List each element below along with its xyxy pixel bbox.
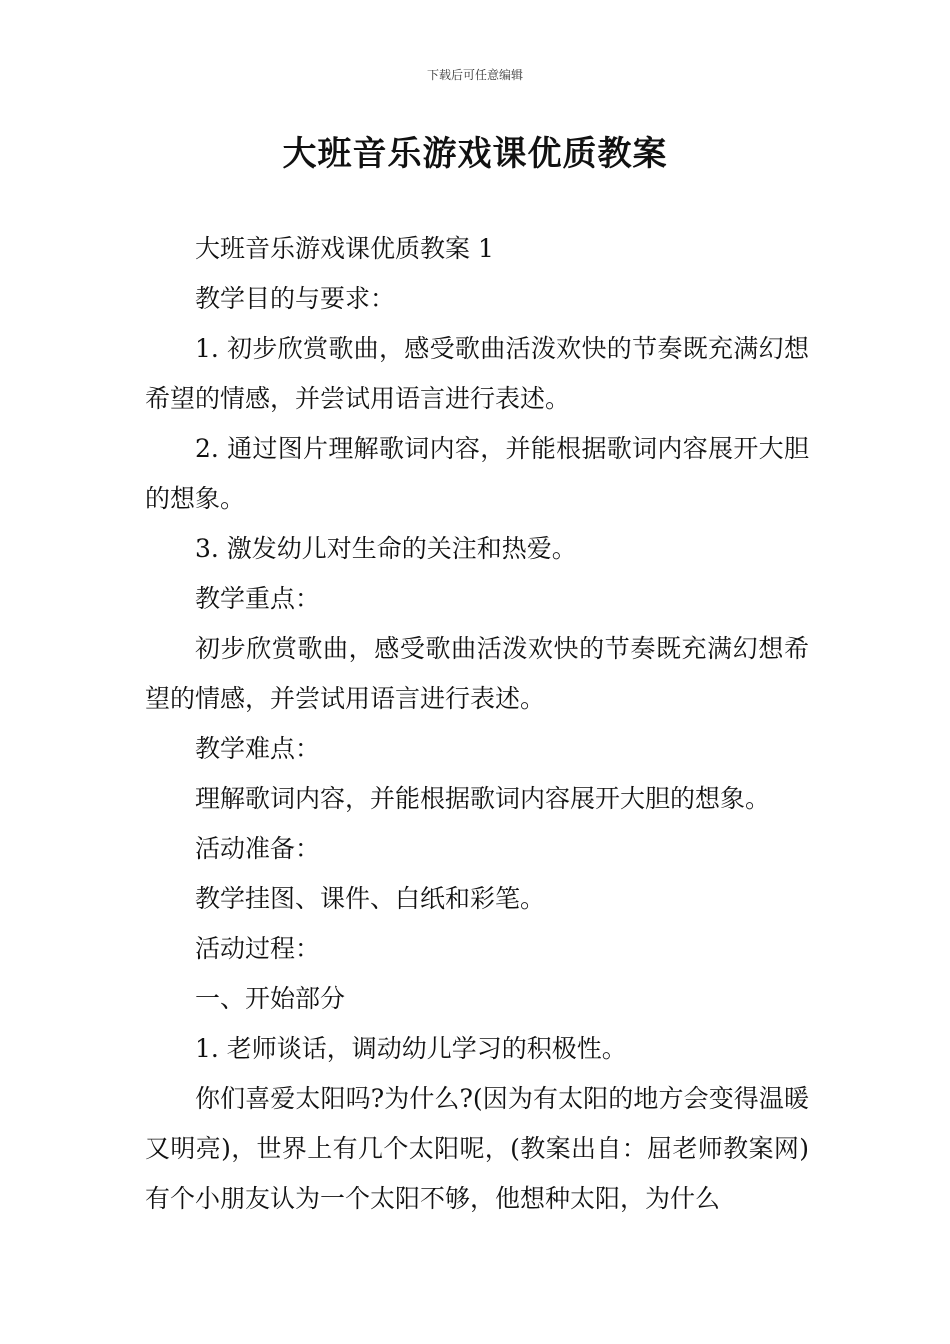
document-body	[145, 224, 809, 1224]
paragraph-step-1: 1. 老师谈话，调动幼儿学习的积极性。	[195, 1034, 627, 1063]
paragraph-preparation: 教学挂图、课件、白纸和彩笔。	[195, 884, 546, 913]
header-note: 下载后可任意编辑	[426, 68, 523, 82]
paragraph-discussion: 你们喜爱太阳吗?为什么?(因为有太阳的地方会变得温暖又明亮)，世界上有几个太阳呢，(教案出自：屈老师教案网)有个小朋友认为一个太阳不够，他想种太阳，为什么	[145, 1084, 809, 1213]
paragraph-key-points-heading: 教学重点：	[195, 584, 321, 613]
paragraph-section-title: 大班音乐游戏课优质教案 1	[195, 234, 494, 263]
paragraph-difficulties: 理解歌词内容，并能根据歌词内容展开大胆的想象。	[195, 784, 771, 813]
paragraph-key-points: 初步欣赏歌曲，感受歌曲活泼欢快的节奏既充满幻想希望的情感，并尝试用语言进行表述。	[145, 634, 809, 713]
paragraph-difficulties-heading: 教学难点：	[195, 734, 321, 763]
paragraph-goal-3: 3. 激发幼儿对生命的关注和热爱。	[195, 534, 577, 563]
paragraph-goal-2: 2. 通过图片理解歌词内容，并能根据歌词内容展开大胆的想象。	[145, 434, 809, 513]
paragraph-part-one-heading: 一、开始部分	[195, 984, 346, 1013]
paragraph-goals-heading: 教学目的与要求：	[195, 284, 396, 313]
document-title: 大班音乐游戏课优质教案	[282, 134, 668, 174]
paragraph-goal-1: 1. 初步欣赏歌曲，感受歌曲活泼欢快的节奏既充满幻想希望的情感，并尝试用语言进行表述。	[145, 334, 809, 413]
paragraph-preparation-heading: 活动准备：	[195, 834, 321, 863]
paragraph-process-heading: 活动过程：	[195, 934, 321, 963]
